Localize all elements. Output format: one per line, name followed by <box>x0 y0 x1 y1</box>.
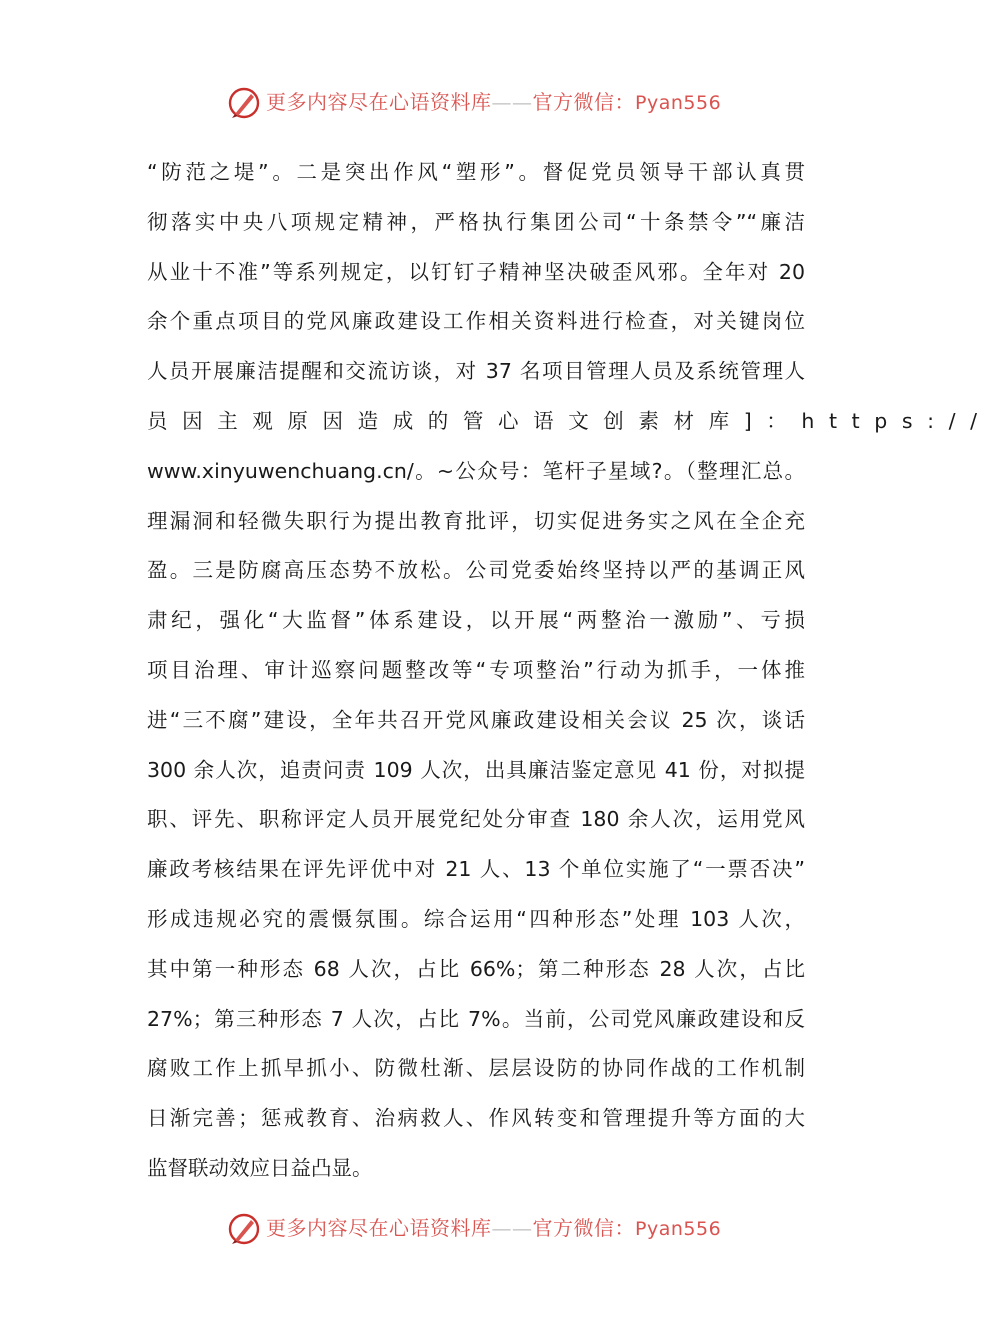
text-line: 进“三不腐”建设，全年共召开党风廉政建设相关会议 25 次，谈话 <box>147 707 805 732</box>
text-line: 余个重点项目的党风廉政建设工作相关资料进行检查，对关键岗位 <box>147 309 805 334</box>
footer-banner-text <box>266 1215 721 1242</box>
text-line: 300 余人次，追责问责 109 人次，出具廉洁鉴定意见 41 份，对拟提 <box>147 757 805 782</box>
wechat-id: Pyan556 <box>635 92 722 114</box>
text-line: 彻落实中央八项规定精神，严格执行集团公司“十条禁令”“廉洁 <box>147 209 805 234</box>
text-line: 监督联动效应日益凸显。 <box>147 1155 373 1180</box>
contact-label: 官方微信： <box>532 90 635 114</box>
text-line: 员因主观原因造成的管心语文创素材库]：https:// <box>147 408 992 433</box>
footer-banner <box>0 1209 950 1249</box>
text-line: www.xinyuwenchuang.cn/。~公众号：笔杆子星域?。（整理汇总。 <box>147 458 805 483</box>
text-line: 肃纪，强化“大监督”体系建设，以开展“两整治一激励”、亏损 <box>147 608 805 633</box>
pen-nib-icon <box>226 85 262 121</box>
wechat-id: Pyan556 <box>635 1218 722 1240</box>
text-line: 廉政考核结果在评先评优中对 21 人、13 个单位实施了“一票否决” <box>147 857 805 882</box>
text-line: 职、评先、职称评定人员开展党纪处分审查 180 余人次，运用党风 <box>147 807 805 832</box>
brand-name: 更多内容尽在心语资料库 <box>266 1216 492 1240</box>
text-line: 人员开展廉洁提醒和交流访谈，对 37 名项目管理人员及系统管理人 <box>147 359 805 384</box>
text-line: 日渐完善；惩戒教育、治病救人、作风转变和管理提升等方面的大 <box>147 1106 805 1131</box>
header-banner <box>0 83 950 123</box>
text-line: 理漏洞和轻微失职行为提出教育批评，切实促进务实之风在全企充 <box>147 508 805 533</box>
brand-name: 更多内容尽在心语资料库 <box>266 90 492 114</box>
text-line: 形成违规必究的震慑氛围。综合运用“四种形态”处理 103 人次， <box>147 906 805 931</box>
banner-separator: —— <box>491 1216 533 1240</box>
text-line: 其中第一种形态 68 人次，占比 66%；第二种形态 28 人次，占比 <box>147 956 805 981</box>
text-line: 从业十不准”等系列规定，以钉钉子精神坚决破歪风邪。全年对 20 <box>147 259 805 284</box>
text-line: 27%；第三种形态 7 人次，占比 7%。当前，公司党风廉政建设和反 <box>147 1006 805 1031</box>
text-line: 盈。三是防腐高压态势不放松。公司党委始终坚持以严的基调正风 <box>147 558 805 583</box>
text-line: 项目治理、审计巡察问题整改等“专项整治”行动为抓手，一体推 <box>147 657 805 682</box>
text-line: 腐败工作上抓早抓小、防微杜渐、层层设防的协同作战的工作机制 <box>147 1056 805 1081</box>
document-body <box>147 148 992 1194</box>
pen-nib-icon <box>226 1211 262 1247</box>
header-banner-text <box>266 89 721 116</box>
text-line: “防范之堤”。二是突出作风“塑形”。督促党员领导干部认真贯 <box>147 160 805 184</box>
contact-label: 官方微信： <box>532 1216 635 1240</box>
banner-separator: —— <box>491 90 533 114</box>
